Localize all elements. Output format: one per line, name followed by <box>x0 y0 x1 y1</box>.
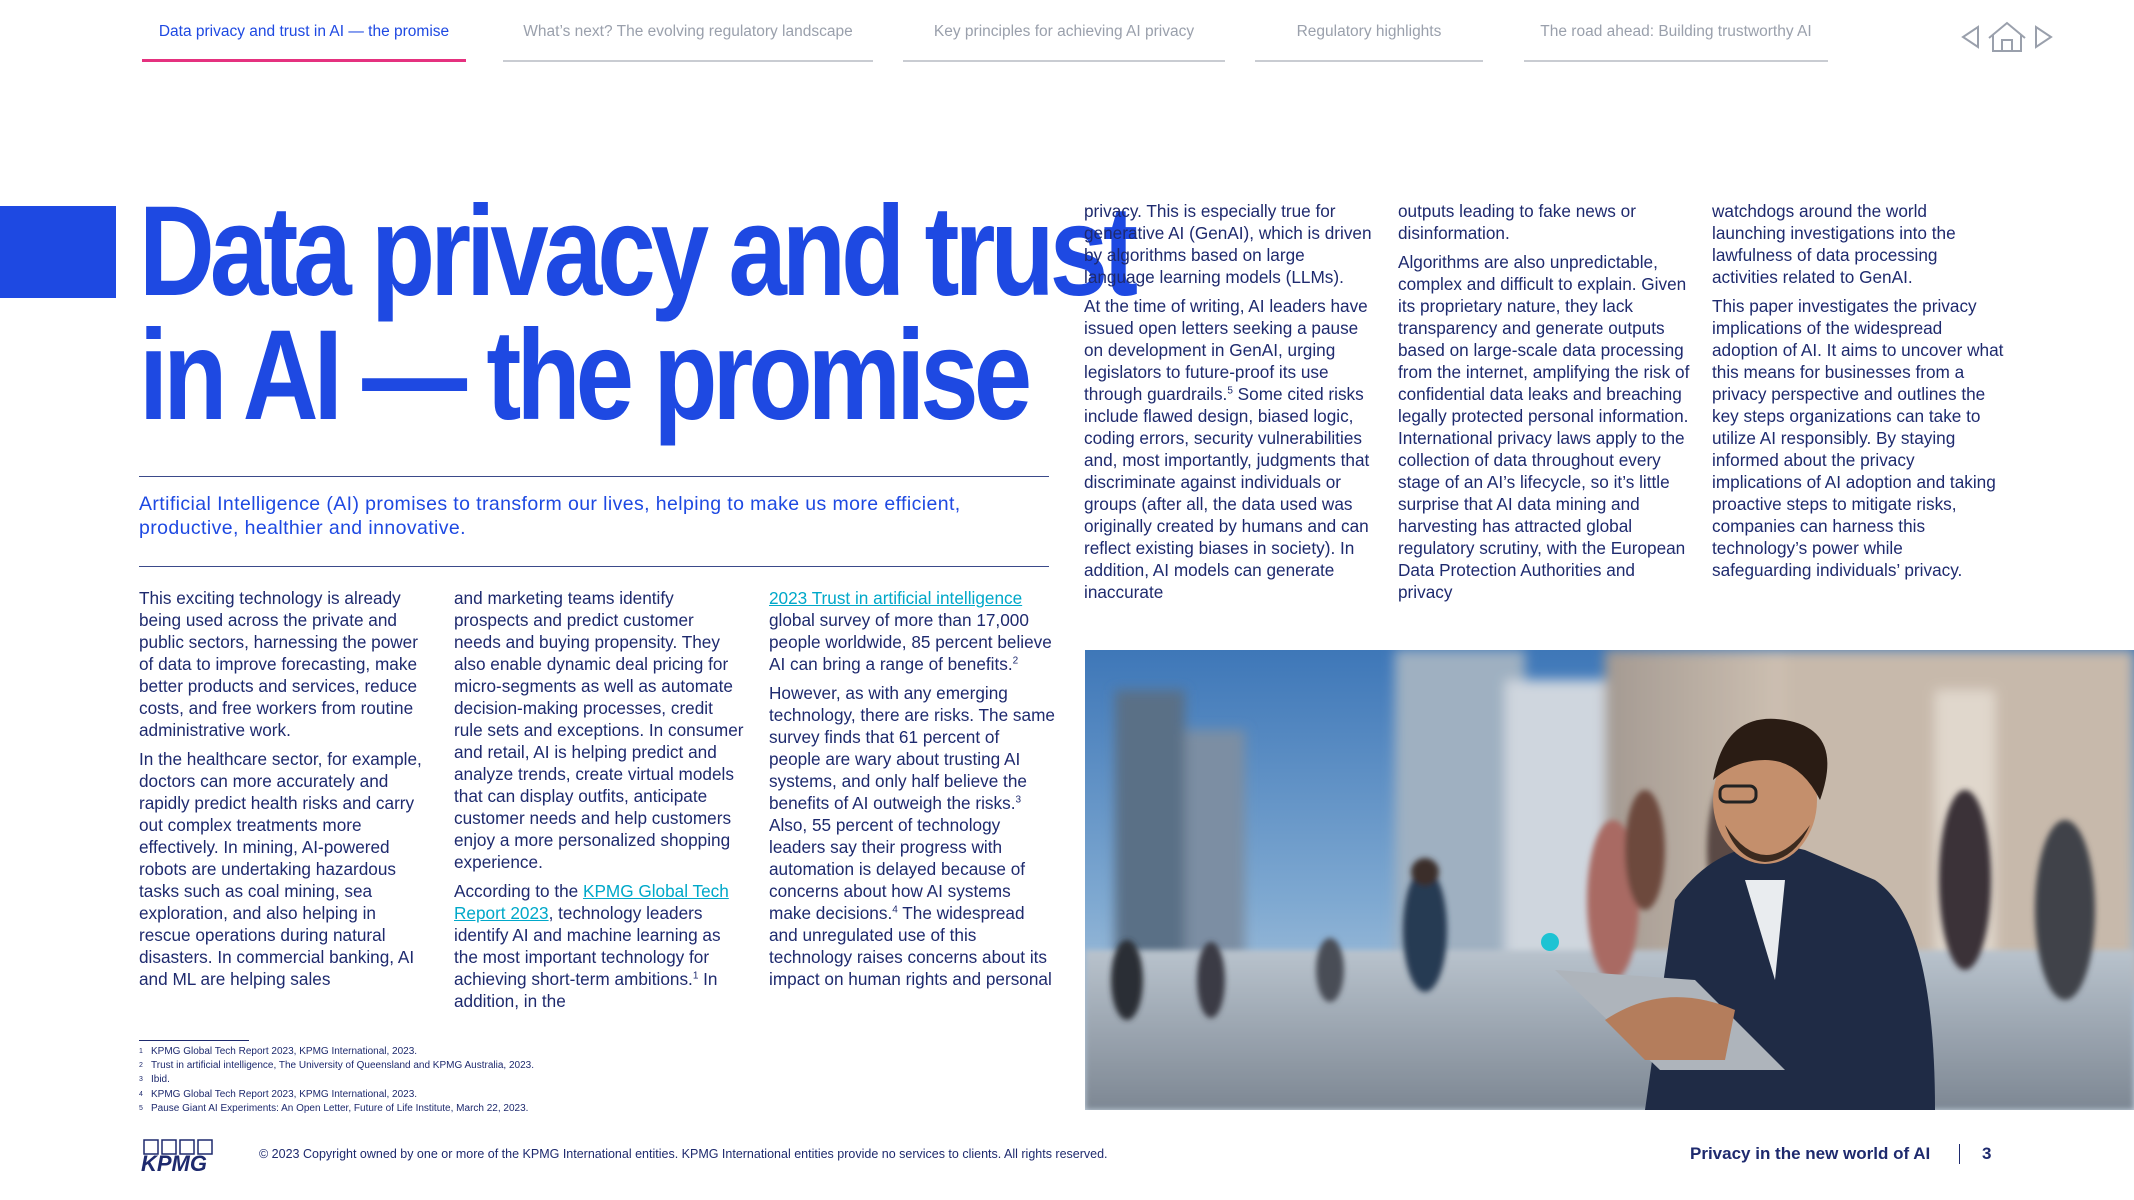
footnote-item <box>139 1073 534 1087</box>
footnote-number: 5 <box>139 1104 143 1112</box>
previous-page-icon[interactable] <box>1963 27 1978 47</box>
footer-separator <box>1959 1144 1960 1164</box>
page-navigation-icons <box>1960 18 2055 54</box>
page-title-line-1: Data privacy and trust <box>139 180 1134 323</box>
page-title-line-2: in AI — the promise <box>139 304 1028 447</box>
page-title <box>139 180 1134 447</box>
paragraph <box>454 880 744 1012</box>
paragraph <box>1084 295 1376 603</box>
footnote-divider <box>139 1040 249 1041</box>
document-title: Privacy in the new world of AI <box>1690 1144 1931 1163</box>
paragraph: This paper investigates the privacy implications of the widespread adoption of AI. It aims to uncover what this means for businesses from a privacy perspective and outlines the key steps organizations can take to utilize AI responsibly. By staying informed about the privacy implications of AI adoption and taking proactive steps to mitigate risks, companies can harness this technology’s power while safeguarding individuals’ privacy. <box>1712 296 2004 580</box>
kpmg-tech-report-link[interactable]: KPMG Global Tech Report 2023 <box>454 881 729 923</box>
home-icon[interactable] <box>1989 23 2025 51</box>
lead-top-divider <box>139 476 1049 477</box>
text: In addition, in the <box>454 969 718 1011</box>
title-accent-block <box>0 206 116 298</box>
lead-bottom-divider <box>139 566 1049 567</box>
footnote-text: Ibid. <box>151 1074 170 1086</box>
text: , technology leaders identify AI and machine learning as the most important technology for achieving short-term ambitions. <box>454 903 721 989</box>
top-navigation <box>0 0 2134 70</box>
footnote-text: Pause Giant AI Experiments: An Open Letter, Future of Life Institute, March 22, 2023. <box>151 1102 529 1114</box>
footnote-item <box>139 1059 534 1073</box>
footnote-item <box>139 1045 534 1059</box>
footnote-item <box>139 1102 534 1116</box>
text: At the time of writing, AI leaders have issued open letters seeking a pause on development in GenAI, urging legislators to future-proof its use through guardrails. <box>1084 296 1368 404</box>
footnote-text: Trust in artificial intelligence, The University of Queensland and KPMG Australia, 2023. <box>151 1060 534 1072</box>
footnote-number: 1 <box>139 1048 143 1055</box>
body-column-2 <box>454 587 744 1019</box>
footnote-text: KPMG Global Tech Report 2023, KPMG International, 2023. <box>151 1046 418 1057</box>
footnote-number: 3 <box>139 1076 143 1084</box>
footnote-number: 4 <box>139 1090 143 1098</box>
tab-road-ahead[interactable]: The road ahead: Building trustworthy AI <box>1524 22 1828 62</box>
footnotes <box>139 1045 534 1116</box>
tab-regulatory-landscape[interactable]: What’s next? The evolving regulatory landscape <box>503 22 873 62</box>
highlight-dot <box>1541 933 1559 951</box>
footnote-ref: 1 <box>692 970 699 982</box>
text: According to the <box>454 881 583 901</box>
tab-data-privacy-promise[interactable]: Data privacy and trust in AI — the promise <box>142 22 466 62</box>
footnote-ref: 3 <box>1015 794 1022 806</box>
body-column-1 <box>139 587 429 997</box>
next-page-icon[interactable] <box>2036 27 2051 47</box>
text: Some cited risks include flawed design, biased logic, coding errors, security vulnerabilities and, most importantly, judgments that discriminate against individuals or groups (after all, the data used was originally created by humans and can reflect existing biases in society). In addition, AI models can generate inaccurate <box>1084 384 1370 602</box>
text: However, as with any emerging technology, there are risks. The same survey finds that 61 percent of people are wary about trusting AI systems, and only half believe the benefits of AI outweigh the risks. <box>769 683 1055 813</box>
footnote-ref: 4 <box>892 904 898 916</box>
tab-regulatory-highlights[interactable]: Regulatory highlights <box>1255 22 1483 62</box>
copyright-notice: © 2023 Copyright owned by one or more of the KPMG International entities. KPMG International entities provide no services to clients. All rights reserved. <box>259 1147 1108 1161</box>
page-number: 3 <box>1982 1144 1992 1163</box>
body-column-6 <box>1712 200 2004 588</box>
text: global survey of more than 17,000 people worldwide, 85 percent believe AI can bring a range of benefits. <box>769 610 1052 674</box>
paragraph: Algorithms are also unpredictable, complex and difficult to explain. Given its proprietary nature, they lack transparency and generate outputs based on large-scale data processing from the internet, amplifying the risk of confidential data leaks and breaching legally protected personal information. International privacy laws apply to the collection of data throughout every stage of an AI’s lifecycle, so it’s little surprise that AI data mining and harvesting has attracted global regulatory scrutiny, with the European Data Protection Authorities and privacy <box>1398 252 1690 602</box>
body-column-3 <box>769 587 1055 997</box>
footnote-text: KPMG Global Tech Report 2023, KPMG International, 2023. <box>151 1088 418 1100</box>
text: Also, 55 percent of technology leaders say their progress with automation is delayed because of concerns about how AI systems make decisions. <box>769 815 1026 923</box>
body-column-5 <box>1398 200 1690 610</box>
footnote-item <box>139 1088 534 1102</box>
body-column-4 <box>1084 200 1376 610</box>
paragraph: and marketing teams identify prospects and predict customer needs and buying propensity. They also enable dynamic deal pricing for micro-segments as well as automate decision-making processes, credit rule sets and exceptions. In consumer and retail, AI is helping predict and analyze trends, create virtual models that can display outfits, anticipate customer needs and help customers enjoy a more personalized shopping experience. <box>454 588 744 872</box>
paragraph: This exciting technology is already being used across the private and public sectors, harnessing the power of data to improve forecasting, make better products and services, reduce costs, and free workers from routine administrative work. <box>139 588 418 740</box>
footnote-ref: 2 <box>1012 655 1019 667</box>
paragraph <box>769 682 1055 990</box>
paragraph: In the healthcare sector, for example, doctors can more accurately and rapidly predict health risks and carry out complex treatments more effectively. In mining, AI-powered robots are undertaking hazardous tasks such as coal mining, sea exploration, and also helping in rescue operations during natural disasters. In commercial banking, AI and ML are helping sales <box>139 749 422 989</box>
kpmg-logo-text: KPMG <box>141 1151 207 1174</box>
kpmg-logo <box>139 1138 217 1174</box>
paragraph: watchdogs around the world launching investigations into the lawfulness of data processing activities related to GenAI. <box>1712 201 1956 287</box>
paragraph <box>769 587 1055 675</box>
lead-paragraph: Artificial Intelligence (AI) promises to transform our lives, helping to make us more efficient, productive, healthier and innovative. <box>139 493 961 539</box>
footnote-number: 2 <box>139 1062 143 1070</box>
footnote-ref: 5 <box>1227 385 1233 397</box>
hero-photo <box>1085 650 2134 1110</box>
text: The widespread and unregulated use of this technology raises concerns about its impact on human rights and personal <box>769 903 1052 989</box>
paragraph: outputs leading to fake news or disinformation. <box>1398 201 1636 243</box>
paragraph: privacy. This is especially true for generative AI (GenAI), which is driven by algorithms based on large language learning models (LLMs). <box>1084 201 1372 287</box>
tab-key-principles[interactable]: Key principles for achieving AI privacy <box>903 22 1225 62</box>
trust-in-ai-survey-link[interactable]: 2023 Trust in artificial intelligence <box>769 588 1023 608</box>
